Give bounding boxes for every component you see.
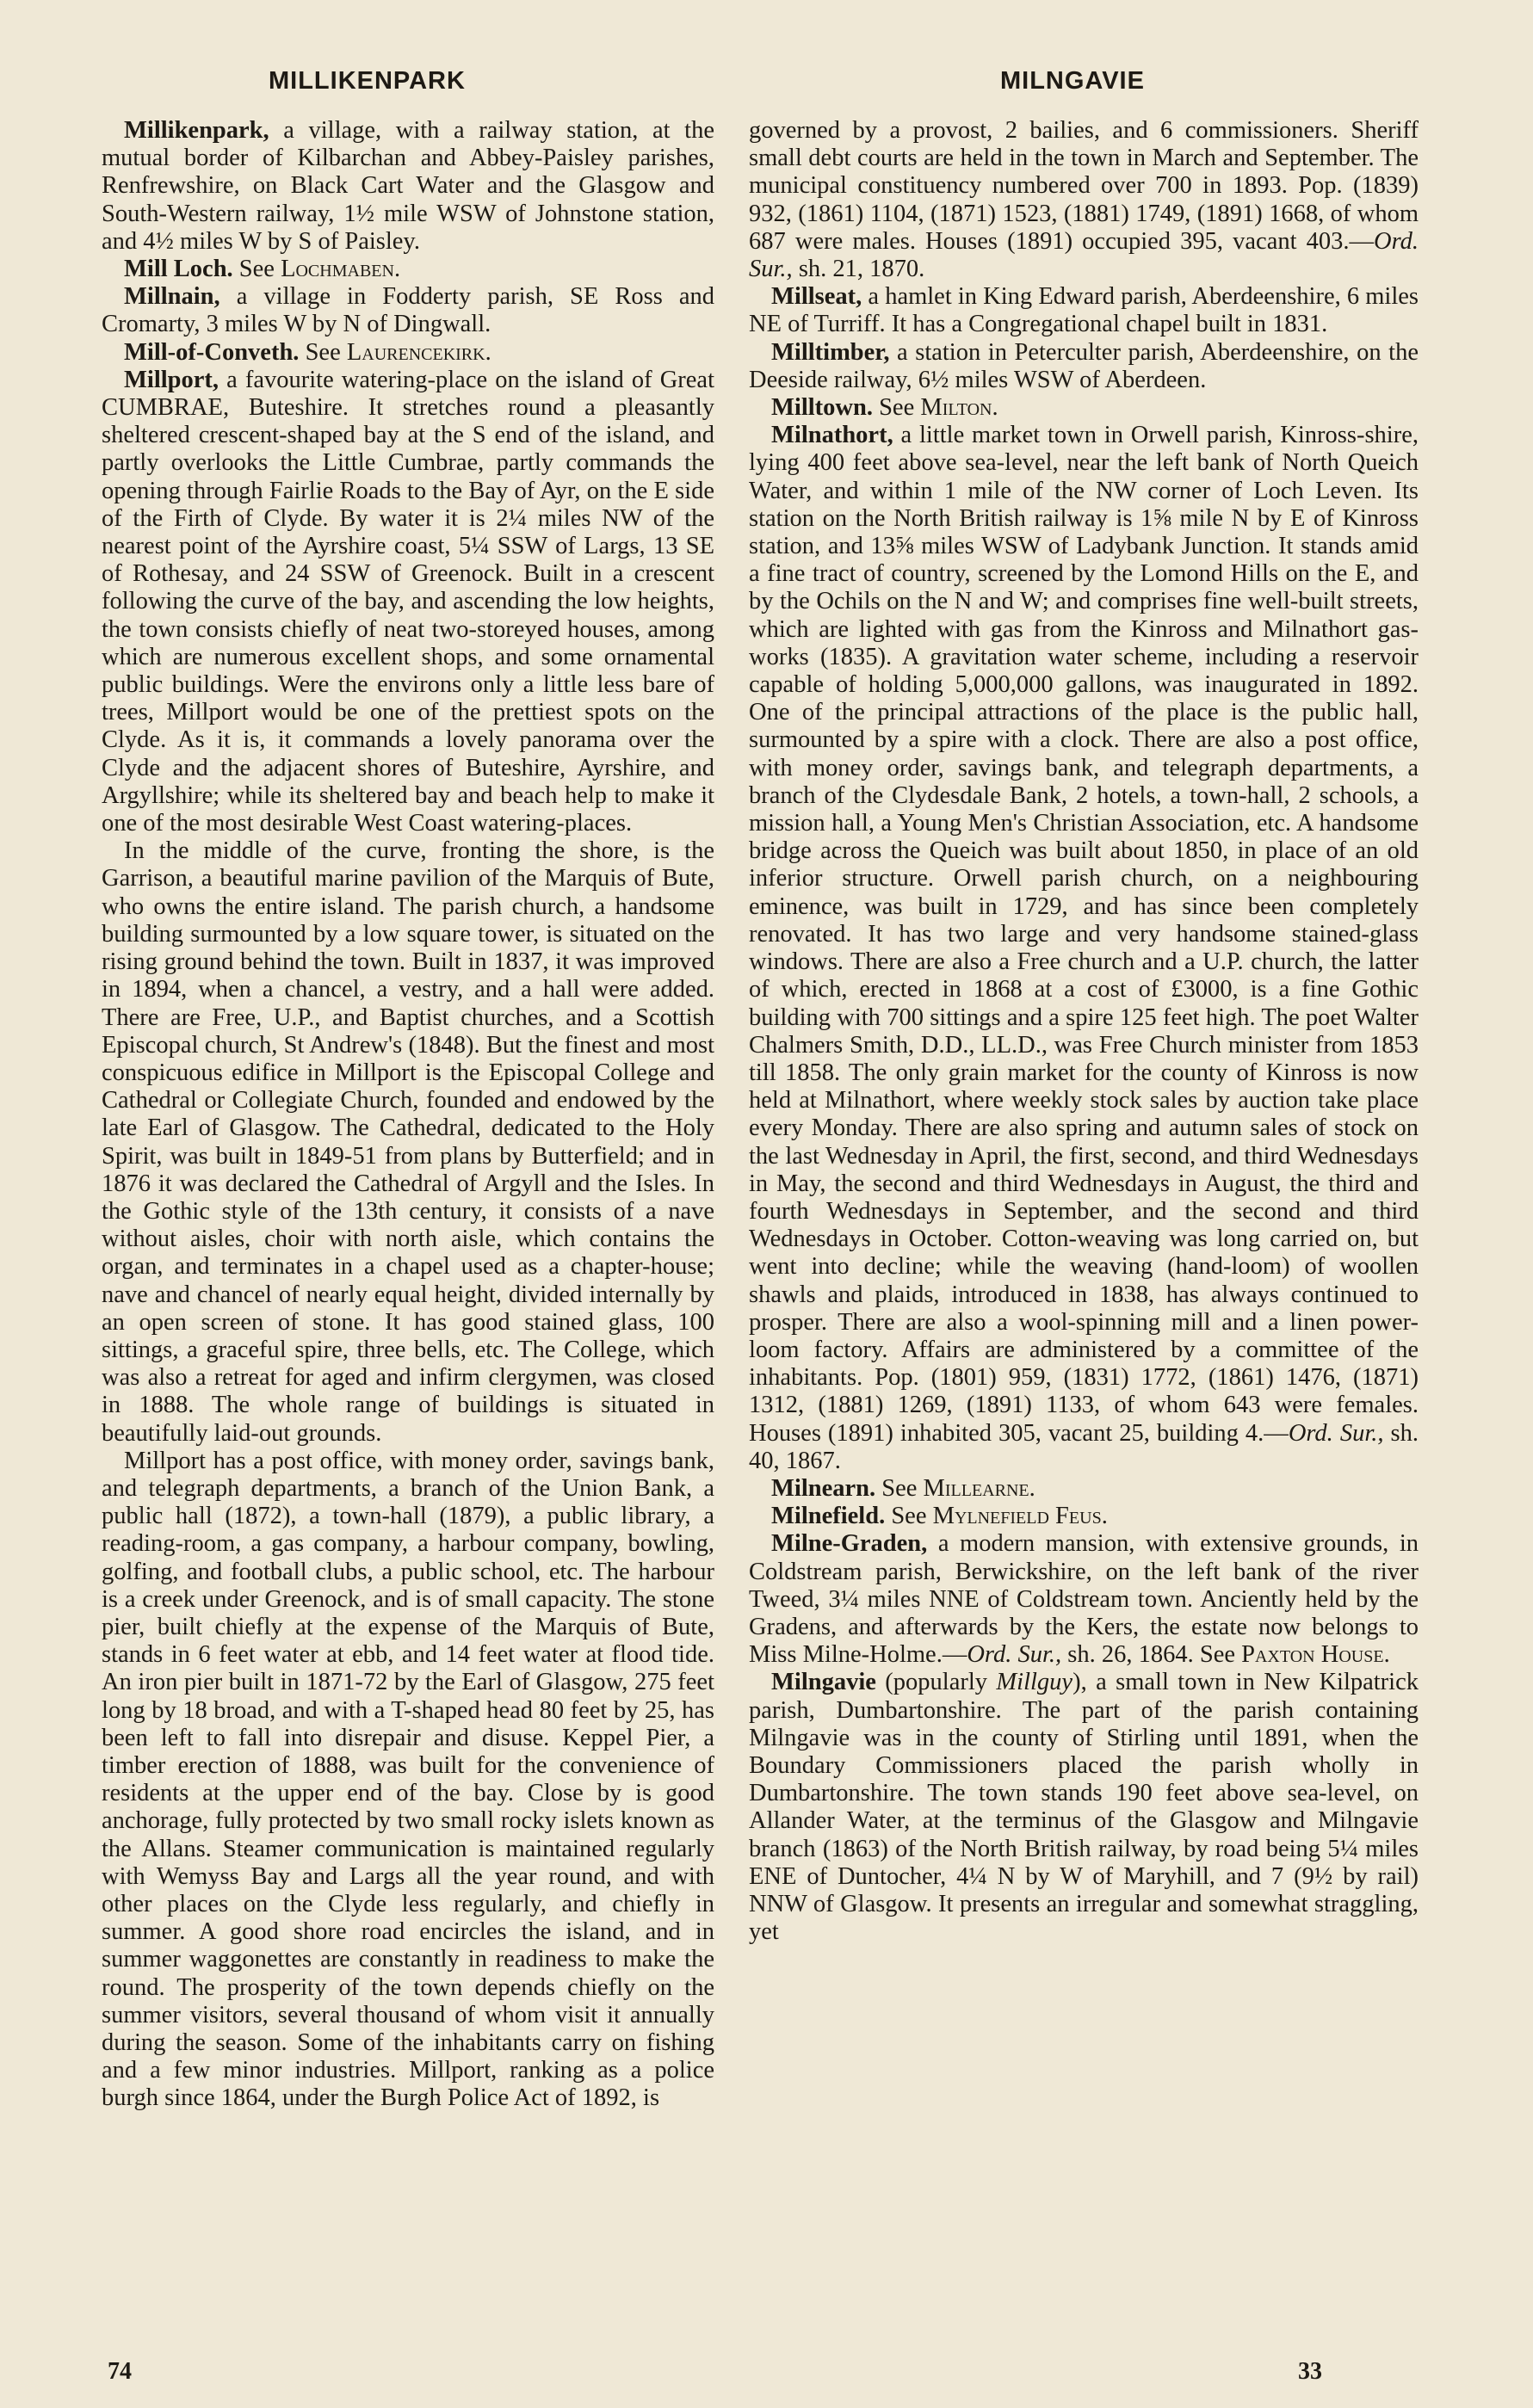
- gazetteer-entry: [102, 339, 714, 367]
- page-number-right: 33: [1298, 2358, 1322, 2385]
- entry-text: a little market town in Orwell parish, Kinross-shire, lying 400 feet above sea-level, near the left bank of North Queich Water, and within 1 mile of the NW corner of Loch Leven. Its station on the North British railway is 1⅝ mile N by E of Kinross station, and 13⅝ miles WSW of Ladybank Junction. It stands amid a fine tract of country, screened by the Lomond Hills on the E, and by the Ochils on the N and W; and comprises fine well-built streets, which are lighted with gas from the Kinross and Milnathort gas-works (1835). A gravitation water scheme, including a reservoir capable of holding 5,000,000 gallons, was inaugurated in 1892. One of the principal attractions of the place is the public hall, surmounted by a spire with a clock. There are also a post office, with money order, savings bank, and telegraph departments, a branch of the Clydesdale Bank, 2 hotels, a town-hall, 2 schools, a mission hall, a Young Men's Christian Association, etc. A handsome bridge across the Queich was built about 1850, in place of an old inferior structure. Orwell parish church, on a neighbouring eminence, was built in 1729, and has since been completely renovated. It has two large and very handsome stained-glass windows. There are also a Free church and a U.P. church, the latter of which, erected in 1868 at a cost of £3000, is a fine Gothic building with 700 sittings and a spire 125 feet high. The poet Walter Chalmers Smith, D.D., LL.D., was Free Church minister from 1853 till 1858. The only grain market for the county of Kinross is now held at Milnathort, where weekly stock sales by auction take place every Monday. There are also spring and autumn sales of stock on the last Wednesday in April, the first, second, and third Wednesdays in May, the second and third Wednesdays in August, the third and fourth Wednesdays in September, and the second and third Wednesdays in October. Cotton-weaving was long carried on, but went into decline; while the weaving (hand-loom) of woollen shawls and plaids, introduced in 1838, has always continued to prosper. There are also a wool-spinning mill and a linen power-loom factory. Affairs are administered by a committee of the inhabitants. Pop. (1801) 959, (1831) 1772, (1861) 1476, (1871) 1312, (1881) 1269, (1891) 1133, of whom 643 were females. Houses (1891) inhabited 305, vacant 25, building 4.—: [749, 422, 1419, 1447]
- right-column: [749, 117, 1419, 1946]
- entry-text: .: [1029, 1474, 1035, 1502]
- entry-text: sh. 26, 1864. See: [1061, 1641, 1242, 1669]
- entry-text: a village, with a railway station, at the mutual border of Kilbarchan and Abbey-Paisley parishes, Renfrewshire, on Black Cart Water and the Glasgow and South-Western railway, 1½ mile WSW of Johnstone station, and 4½ miles W by S of Paisley.: [102, 117, 714, 255]
- entry-text: Millport has a post office, with money order, savings bank, and telegraph departments, a branch of the Union Bank, a public hall (1872), a town-hall (1879), a public library, a reading-room, a gas company, a harbour company, bowling, golfing, and football clubs, a public school, etc. The harbour is a creek under Greenock, and is of small capacity. The stone pier, built chiefly at the expense of the Marquis of Bute, stands in 6 feet water at ebb, and 14 feet water at flood tide. An iron pier built in 1871-72 by the Earl of Glasgow, 275 feet long by 18 broad, and with a T-shaped head 80 feet by 25, has been left to fall into disrepair and disuse. Keppel Pier, a timber erection of 1888, was built for the convenience of residents at the upper end of the bay. Close by is good anchorage, fully protected by two small rocky islets known as the Allans. Steamer communication is maintained regularly with Wemyss Bay and Largs all the year round, and with other places on the Clyde less regularly, and chiefly in summer. A good shore road encircles the island, and in summer waggonettes are constantly in readiness to make the round. The prosperity of the town depends chiefly on the summer visitors, several thousand of whom visit it annually during the season. Some of the inhabitants carry on fishing and a few minor industries. Millport, ranking as a police burgh since 1864, under the Burgh Police Act of 1892, is: [102, 1447, 714, 2112]
- entry-headword: Mill Loch.: [124, 256, 233, 283]
- entry-text: See: [885, 1503, 933, 1530]
- gazetteer-entry: [749, 1530, 1419, 1669]
- entry-headword: Milnefield.: [771, 1503, 886, 1530]
- running-head-right: MILNGAVIE: [1000, 67, 1145, 95]
- entry-headword: Milnearn.: [771, 1474, 876, 1502]
- entry-text: a station in Peterculter parish, Aberdeenshire, on the Deeside railway, 6½ miles WSW of Aberdeen.: [749, 338, 1419, 393]
- gazetteer-entry: [749, 1503, 1419, 1530]
- entry-text: sh. 21, 1870.: [792, 256, 925, 283]
- entry-text: See: [232, 256, 281, 283]
- entry-headword: Milngavie: [771, 1669, 876, 1696]
- entry-text: See: [299, 338, 347, 366]
- entry-headword: Millikenpark,: [124, 117, 269, 144]
- cross-reference: Paxton House: [1241, 1641, 1384, 1669]
- entry-text: .: [485, 338, 491, 366]
- entry-text: See: [872, 394, 921, 422]
- gazetteer-entry: [749, 1669, 1419, 1946]
- cross-reference: Laurencekirk: [346, 338, 485, 366]
- gazetteer-entry: [749, 1475, 1419, 1503]
- entry-headword: Milltown.: [771, 394, 873, 422]
- gazetteer-entry: [102, 256, 714, 283]
- entry-text: sh. 40, 1867.: [749, 1419, 1419, 1474]
- entry-headword: Milne-Graden,: [771, 1530, 928, 1558]
- gazetteer-entry: [102, 837, 714, 1447]
- entry-text: In the middle of the curve, fronting the shore, is the Garrison, a beautiful marine pavilion of the Marquis of Bute, who owns the entire island. The parish church, a handsome building surmounted by a low square tower, is situated on the rising ground behind the town. Built in 1837, it was improved in 1894, when a chancel, a vestry, and a hall were added. There are Free, U.P., and Baptist churches, and a Scottish Episcopal church, St Andrew's (1848). But the finest and most conspicuous edifice in Millport is the Episcopal College and Cathedral or Collegiate Church, founded and endowed by the late Earl of Glasgow. The Cathedral, dedicated to the Holy Spirit, was built in 1849-51 from plans by Butterfield; and in 1876 it was declared the Cathedral of Argyll and the Isles. In the Gothic style of the 13th century, it consists of a nave without aisles, choir with north aisle, which contains the organ, and terminates in a chapel used as a chapter-house; nave and chancel of nearly equal height, divided internally by an open screen of stone. It has good stained glass, 100 sittings, a graceful spire, three bells, etc. The College, which was also a retreat for aged and infirm clergymen, was closed in 1888. The whole range of buildings is situated in beautifully laid-out grounds.: [102, 837, 714, 1447]
- left-column: [102, 117, 714, 2113]
- gazetteer-entry: [749, 117, 1419, 283]
- entry-text: a modern mansion, with extensive grounds, in Coldstream parish, Berwickshire, on the left bank of the river Tweed, 3¼ miles NNE of Coldstream town. Anciently held by the Gradens, and afterwards by the Kers, the estate now belongs to Miss Milne-Holme.—: [749, 1530, 1419, 1669]
- gazetteer-entry: [749, 339, 1419, 394]
- entry-text: a village in Fodderty parish, SE Ross and Cromarty, 3 miles W by N of Dingwall.: [102, 283, 714, 338]
- gazetteer-entry: [102, 283, 714, 338]
- gazetteer-entry: [749, 422, 1419, 1475]
- gazetteer-entry: [102, 117, 714, 256]
- cross-reference: Milton: [920, 394, 992, 422]
- entry-headword: Millnain,: [124, 283, 220, 311]
- entry-italic: Millguy: [996, 1669, 1073, 1696]
- entry-text: governed by a provost, 2 bailies, and 6 commissioners. Sheriff small debt courts are held in the town in March and September. The municipal constituency numbered over 700 in 1893. Pop. (1839) 932, (1861) 1104, (1871) 1523, (1881) 1749, (1891) 1668, of whom 687 were males. Houses (1891) occupied 395, vacant 403.—: [749, 117, 1419, 255]
- cross-reference: Mylnefield Feus: [932, 1503, 1102, 1530]
- entry-text: .: [393, 256, 401, 283]
- entry-text: .: [992, 394, 998, 422]
- cross-reference: Millearne: [923, 1474, 1029, 1502]
- entry-text: a favourite watering-place on the island of Great CUMBRAE, Buteshire. It stretches round a pleasantly sheltered crescent-shaped bay at the S end of the island, and partly overlooks the Little Cumbrae, partly commands the opening through Fairlie Roads to the Bay of Ayr, on the E side of the Firth of Clyde. By water it is 2¼ miles NW of the nearest point of the Ayrshire coast, 5¼ SSW of Largs, 13 SE of Rothesay, and 24 SSW of Greenock. Built in a crescent following the curve of the bay, and ascending the low heights, the town consists chiefly of neat two-storeyed houses, among which are numerous excellent shops, and some ornamental public buildings. Were the environs only a little less bare of trees, Millport would be one of the prettiest spots on the Clyde. As it is, it commands a lovely panorama over the Clyde and the adjacent shores of Buteshire, Ayrshire, and Argyllshire; while its sheltered bay and beach help to make it one of the most desirable West Coast watering-places.: [102, 366, 714, 837]
- entry-italic: Ord. Sur.,: [749, 227, 1419, 283]
- entry-text: (popularly: [875, 1669, 997, 1696]
- entry-text: ), a small town in New Kilpatrick parish, Dumbartonshire. The part of the parish containing Milngavie was in the county of Stirling until 1891, when the Boundary Commissioners placed the parish wholly in Dumbartonshire. The town stands 190 feet above sea-level, on Allander Water, at the terminus of the Glasgow and Milngavie branch (1863) of the North British railway, by road being 5¼ miles ENE of Duntocher, 4¼ N by W of Maryhill, and 7 (9½ by rail) NNW of Glasgow. It presents an irregular and somewhat straggling, yet: [749, 1669, 1419, 1946]
- entry-italic: Ord. Sur.,: [1288, 1419, 1384, 1447]
- entry-text: a hamlet in King Edward parish, Aberdeenshire, 6 miles NE of Turriff. It has a Congregational chapel built in 1831.: [749, 283, 1419, 338]
- entry-text: See: [875, 1474, 924, 1502]
- gazetteer-entry: [102, 367, 714, 837]
- entry-text: .: [1101, 1503, 1108, 1530]
- entry-headword: Millseat,: [771, 283, 862, 311]
- running-head-left: MILLIKENPARK: [269, 67, 466, 95]
- page-number-left: 74: [108, 2358, 132, 2385]
- entry-headword: Milltimber,: [771, 338, 890, 366]
- gazetteer-entry: [749, 283, 1419, 338]
- cross-reference: Lochmaben: [281, 256, 394, 283]
- entry-text: .: [1383, 1641, 1390, 1669]
- gazetteer-entry: [102, 1448, 714, 2113]
- entry-headword: Milnathort,: [771, 422, 893, 449]
- entry-headword: Mill-of-Conveth.: [124, 338, 300, 366]
- entry-italic: Ord. Sur.,: [967, 1641, 1062, 1669]
- gazetteer-entry: [749, 394, 1419, 422]
- entry-headword: Millport,: [124, 366, 219, 393]
